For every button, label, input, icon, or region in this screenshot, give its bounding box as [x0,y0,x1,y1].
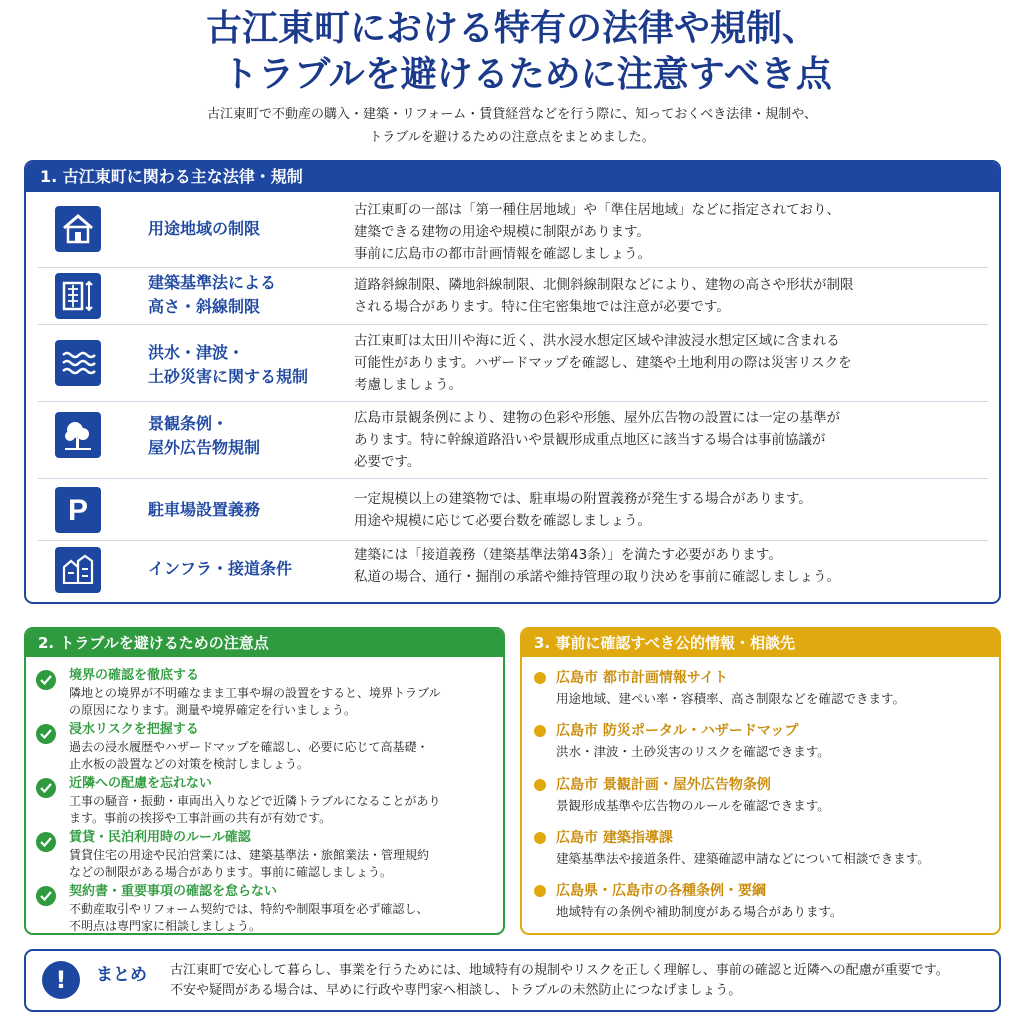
title-line-1: 古江東町における特有の法律や規制、 [205,8,818,49]
regulation-name: 用途地域の制限 [148,219,261,238]
regulation-name [148,341,308,389]
resource-desc: 景観形成基準や広告物のルールを確認できます。 [556,798,830,813]
tip-title: 賃貸・民泊利用時のルール確認 [69,830,251,845]
desc-line: 広島市景観条例により、建物の色彩や形態、屋外広告物の設置には一定の基準が [354,410,840,426]
summary-text [170,961,990,1001]
regulation-row [38,267,988,324]
summary-box [24,949,1001,1012]
regulation-desc [354,407,984,473]
regulation-row [38,196,988,261]
resource-desc: 用途地域、建ぺい率・容積率、高さ制限などを確認できます。 [556,691,906,706]
name-line: 景観条例・ [148,414,229,433]
desc-line: 事前に広島市の都市計画情報を確認しましょう。 [354,246,651,262]
building-height-icon [55,273,101,319]
regulation-row [38,540,988,600]
tip-desc [69,739,499,773]
section-heading: 3. 事前に確認すべき公的情報・相談先 [522,629,999,657]
bullet-icon [534,885,546,897]
resource-desc: 建築基準法や接道条件、建築確認申請などについて相談できます。 [556,851,930,866]
svg-text:P: P [67,494,89,527]
desc-line: あります。特に幹線道路沿いや景観形成重点地区に該当する場合は事前協議が [354,432,826,448]
name-line: 高さ・斜線制限 [148,297,261,316]
desc-line: 私道の場合、通行・掘削の承諾や維持管理の取り決めを事前に確認しましょう。 [354,569,840,585]
tip-item [36,667,496,719]
desc-line: 古江東町の一部は「第一種住居地域」や「準住居地域」などに指定されており、 [354,202,840,218]
section-heading: 1. 古江東町に関わる主な法律・規制 [26,162,999,192]
regulation-row [38,401,988,478]
bullet-icon [534,832,546,844]
summary-line: 古江東町で安心して暮らし、事業を行うためには、地域特有の規制やリスクを正しく理解し、事前の確認と近隣への配慮が重要です。 [170,963,949,978]
name-line: 洪水・津波・ [148,343,245,362]
regulation-desc [354,199,984,265]
resource-title: 広島市 都市計画情報サイト [556,670,728,686]
regulation-name [148,271,276,319]
tip-item [36,721,496,773]
check-icon [36,724,56,744]
resource-item [534,880,994,928]
tip-title: 境界の確認を徹底する [69,668,200,683]
exclamation-icon: ! [42,961,80,999]
desc-line: 工事の騒音・振動・車両出入りなどで近隣トラブルになることがあり [69,794,441,808]
summary-label: まとめ [96,965,147,985]
name-line: 建築基準法による [148,273,277,292]
bullet-icon [534,725,546,737]
resource-title: 広島市 景観計画・屋外広告物条例 [556,777,771,793]
desc-line: 可能性があります。ハザードマップを確認し、建築や土地利用の際は災害リスクを [354,355,852,371]
desc-line: 必要です。 [354,454,421,470]
tip-item [36,883,496,935]
desc-line: 考慮しましょう。 [354,377,462,393]
tip-title: 浸水リスクを把握する [69,722,199,737]
regulation-name: インフラ・接道条件 [148,559,293,578]
resource-title: 広島市 建築指導課 [556,830,673,846]
regulation-row [38,478,988,540]
tip-title: 近隣への配慮を忘れない [69,776,213,791]
regulation-desc [354,488,984,532]
desc-line: 不動産取引やリフォーム契約では、特約や制限事項を必ず確認し、 [69,902,429,916]
desc-line: 古江東町は太田川や海に近く、洪水浸水想定区域や津波浸水想定区域に含まれる [354,333,840,349]
bullet-icon [534,672,546,684]
desc-line: の原因になります。測量や境界確定を行いましょう。 [69,703,357,717]
desc-line: 過去の浸水履歴やハザードマップを確認し、必要に応じて高基礎・ [69,740,429,754]
tip-desc [69,685,499,719]
desc-line: 用途や規模に応じて必要台数を確認しましょう。 [354,513,651,529]
resource-title: 広島市 防災ポータル・ハザードマップ [556,723,799,739]
check-icon [36,778,56,798]
desc-line: される場合があります。特に住宅密集地では注意が必要です。 [354,299,730,315]
tip-item [36,775,496,827]
tip-desc [69,847,499,881]
desc-line: 一定規模以上の建築物では、駐車場の附置義務が発生する場合があります。 [354,491,812,507]
resource-title: 広島県・広島市の各種条例・要綱 [556,883,766,899]
bullet-icon [534,779,546,791]
regulation-name [148,412,260,460]
desc-line: 賃貸住宅の用途や民泊営業には、建築基準法・旅館業法・管理規約 [69,848,430,862]
desc-line: 道路斜線制限、隣地斜線制限、北側斜線制限などにより、建物の高さや形状が制限 [354,277,854,293]
subtitle-line-1: 古江東町で不動産の購入・建築・リフォーム・賃貸経営などを行う際に、知っておくべき法律・規制や、 [206,107,818,122]
title-line-2: トラブルを避けるために注意すべき点 [222,54,832,95]
desc-line: 止水板の設置などの対策を検討しましょう。 [69,757,310,771]
tip-desc [69,793,499,827]
desc-line: などの制限がある場合があります。事前に確認しましょう。 [69,865,393,879]
summary-line: 不安や疑問がある場合は、早めに行政や専門家へ相談し、トラブルの未然防止につなげましょう。 [170,983,742,998]
resource-item [534,667,994,715]
waves-icon [55,340,101,386]
tip-title: 契約書・重要事項の確認を怠らない [69,884,278,899]
resource-desc: 洪水・津波・土砂災害のリスクを確認できます。 [556,744,830,759]
resource-item [534,720,994,768]
page-title [0,6,1024,98]
tree-icon [55,412,101,458]
subtitle-line-2: トラブルを避けるための注意点をまとめました。 [369,130,655,145]
page-subtitle [0,103,1024,149]
regulation-desc [354,274,984,318]
section-heading: 2. トラブルを避けるための注意点 [26,629,503,657]
trouble-avoidance-section [24,627,505,935]
check-icon [36,886,56,906]
infrastructure-icon [55,547,101,593]
regulation-row [38,324,988,401]
regulation-desc [354,330,984,396]
resource-item [534,827,994,875]
regulation-desc [354,544,984,588]
laws-regulations-section [24,160,1001,604]
desc-line: 不明点は専門家に相談しましょう。 [69,919,262,933]
parking-icon [55,487,101,533]
public-info-section [520,627,1001,935]
tip-desc [69,901,499,935]
house-icon [55,206,101,252]
regulation-name: 駐車場設置義務 [148,500,261,519]
check-icon [36,670,56,690]
name-line: 土砂災害に関する規制 [148,367,309,386]
desc-line: 建築できる建物の用途や規模に制限があります。 [354,224,650,240]
desc-line: 建築には「接道義務（建築基準法第43条）」を満たす必要があります。 [354,547,782,563]
resource-item [534,774,994,822]
resource-desc: 地域特有の条例や補助制度がある場合があります。 [556,904,843,919]
desc-line: ます。事前の挨拶や工事計画の共有が有効です。 [69,811,332,825]
desc-line: 隣地との境界が不明確なまま工事や塀の設置をすると、境界トラブル [69,686,441,700]
name-line: 屋外広告物規制 [148,438,261,457]
check-icon [36,832,56,852]
tip-item [36,829,496,881]
